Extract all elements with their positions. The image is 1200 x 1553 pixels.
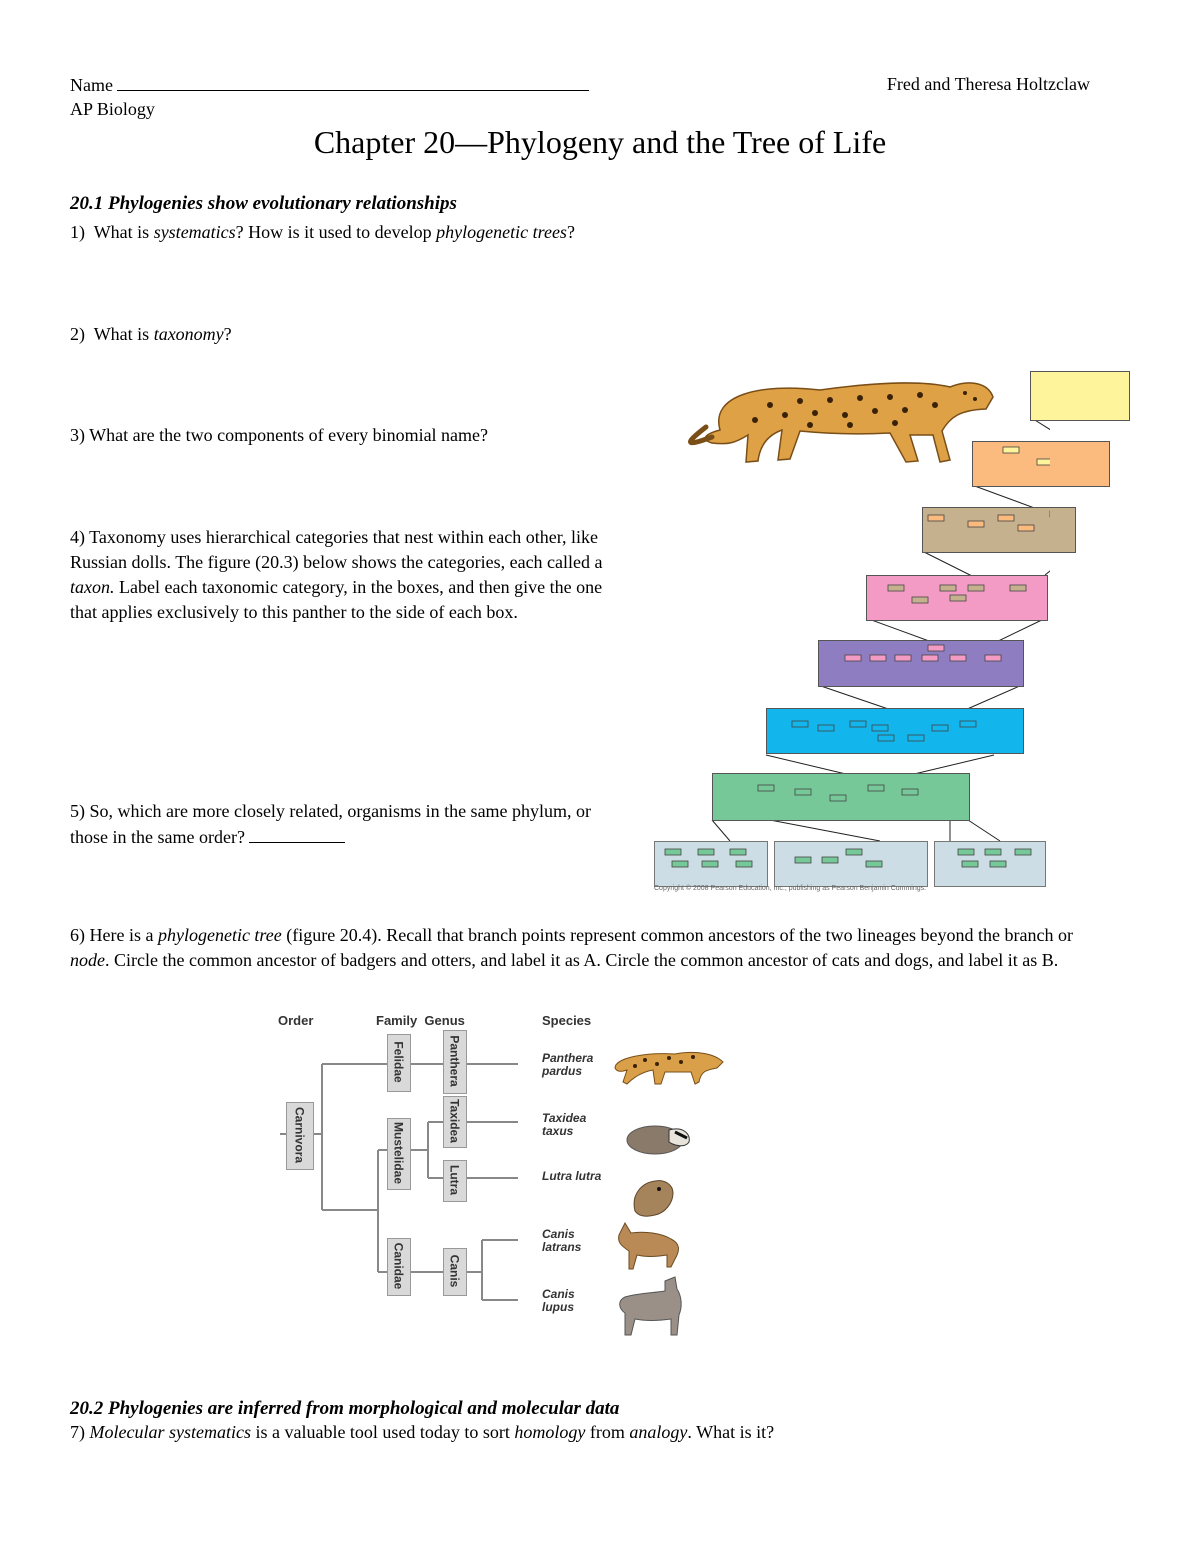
leopard-icon	[615, 1052, 723, 1084]
section-heading-20-2: 20.2 Phylogenies are inferred from morphological and molecular data	[70, 1398, 620, 1419]
tree-header-species: Species	[542, 1013, 592, 1028]
figure-credit: Copyright © 2008 Pearson Education, Inc., publishing as Pearson Benjamin Cummings.	[654, 885, 927, 892]
section-heading-20-1: 20.1 Phylogenies show evolutionary relationships	[70, 193, 457, 214]
species-label: Canis lupus	[542, 1287, 575, 1314]
question-6: 6) Here is a phylogenetic tree (figure 20.4). Recall that branch points represent common ancestors of the two lineages beyond the branch or node. Circle the common ancestor of badgers and otters, and label it as A. Circle the common ancestor of cats and dogs, and label it as B.	[70, 925, 1073, 970]
genus-label-lutra: Lutra	[447, 1165, 462, 1195]
genus-label-canis: Canis	[447, 1254, 462, 1288]
page-title: Chapter 20—Phylogeny and the Tree of Life	[313, 124, 887, 160]
genus-label-taxidea: Taxidea	[447, 1099, 462, 1143]
order-label: Carnivora	[292, 1106, 307, 1164]
species-label: Taxidea taxus	[542, 1111, 587, 1138]
tree-header-family-genus: Family Genus	[376, 1013, 465, 1028]
family-label-mustelidae: Mustelidae	[391, 1121, 406, 1185]
otter-icon	[634, 1181, 673, 1217]
question-7: 7) Molecular systematics is a valuable tool used today to sort homology from analogy. What is it?	[70, 1422, 775, 1442]
name-line	[70, 72, 589, 98]
course: AP Biology	[70, 99, 155, 119]
species-label: Panthera pardus	[542, 1051, 594, 1078]
tree-header-order: Order	[278, 1013, 314, 1028]
taxon-members	[650, 365, 1050, 895]
question-5: 5) So, which are more closely related, organisms in the same phylum, or those in the same order?	[70, 801, 592, 847]
family-label-canidae: Canidae	[391, 1242, 406, 1290]
question-4: 4) Taxonomy uses hierarchical categories that nest within each other, like Russian dolls. The figure (20.3) below shows the categories, each called a taxon. Label each taxonomic category, in the boxes, and then give the one that applies exclusively to this panther to the side of each box.	[70, 527, 603, 622]
species-label: Lutra lutra	[542, 1169, 602, 1183]
authors: Fred and Theresa Holtzclaw	[886, 74, 1090, 94]
genus-label-panthera: Panthera	[447, 1035, 462, 1087]
badger-icon	[627, 1126, 689, 1154]
species-images	[605, 1040, 735, 1340]
question-2: 2) What is taxonomy?	[70, 324, 232, 344]
family-label-felidae: Felidae	[391, 1041, 406, 1083]
wolf-icon	[620, 1277, 681, 1335]
name-label: Name	[70, 75, 113, 95]
name-field[interactable]	[117, 72, 589, 91]
question-1: 1) What is systematics? How is it used to develop phylogenetic trees?	[70, 222, 575, 242]
species-label: Canis latrans	[542, 1227, 582, 1254]
question-3: 3) What are the two components of every binomial name?	[70, 425, 489, 445]
coyote-icon	[619, 1223, 679, 1269]
answer-blank-5[interactable]	[249, 824, 345, 843]
